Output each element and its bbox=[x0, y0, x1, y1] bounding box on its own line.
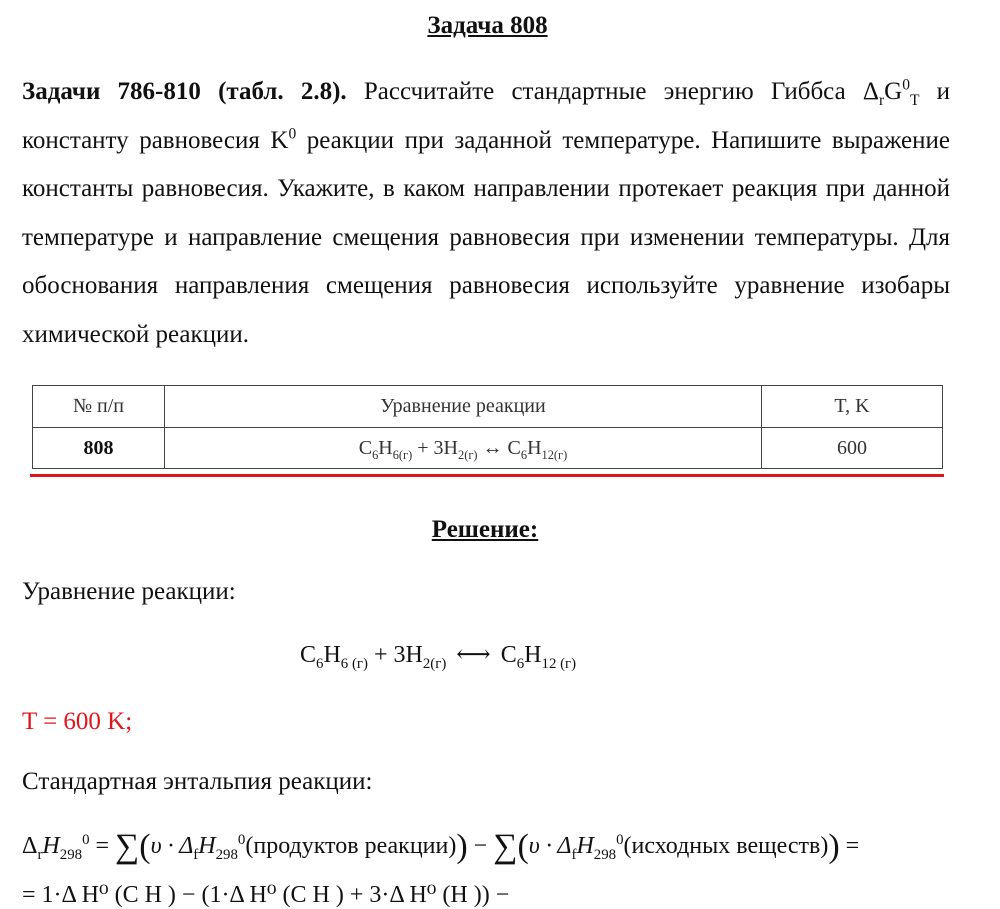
solution-heading: Решение: bbox=[431, 516, 539, 543]
reaction-label: Уравнение реакции: bbox=[22, 578, 236, 605]
table-row bbox=[33, 428, 943, 469]
header-equation: Уравнение реакции bbox=[165, 386, 762, 428]
table-header-row bbox=[33, 386, 943, 428]
header-number: № п/п bbox=[33, 386, 165, 428]
temperature-value: T = 600 K; bbox=[22, 708, 133, 735]
enthalpy-label: Стандартная энтальпия реакции: bbox=[22, 768, 373, 795]
reaction-equation: $C_6H_{6 (г)} + 3H_{2(г)}$ ⟷ $C_6H_{12 (г)}$ bbox=[300, 642, 577, 672]
enthalpy-formula: $\Delta_rH_{298}^0 = \sum(\upsilon$ · $\Delta_fH_{298}^0(продуктов$ реакции)) − $\sum(\upsilon \cdot \Delta_fH_{298}^0(исходных$ веществ)) = bbox=[22, 828, 860, 865]
sum-icon: ∑ bbox=[115, 828, 140, 865]
reaction-table bbox=[32, 385, 943, 469]
header-temperature: T, K bbox=[762, 386, 943, 428]
task-range-label: Задачи 786-810 (табл. 2.8). bbox=[22, 78, 347, 105]
task-title: Задача 808 bbox=[427, 12, 548, 39]
enthalpy-formula-continued: = 1·Δ H⁰ (C H ) − (1·Δ H⁰ (C H ) + 3·Δ H⁰ (H )) − bbox=[22, 882, 510, 908]
table-underline bbox=[30, 474, 944, 477]
row-temperature: 600 bbox=[762, 428, 943, 469]
row-number: 808 bbox=[33, 428, 165, 469]
equilibrium-arrow-icon: ⟷ bbox=[456, 642, 491, 668]
task-description: Задачи 786-810 (табл. 2.8). Рассчитайте стандартные энергию Гиббса $\Delta_rG^0_T$ и константу равновесия $K^0$ реакции при заданной температуре. Напишите выражение константы равновесия. Укажите, в каком направлении протекает реакция при данной температуре и направление смещения равновесия при изменении температуры. Для обоснования направления смещения равновесия используйте уравнение изобары химической реакции. bbox=[22, 76, 950, 348]
row-equation: $C_6H_{6(г)} + 3H_{2(г)}$ ↔ $C_6H_{12(г)}$ bbox=[165, 428, 762, 469]
